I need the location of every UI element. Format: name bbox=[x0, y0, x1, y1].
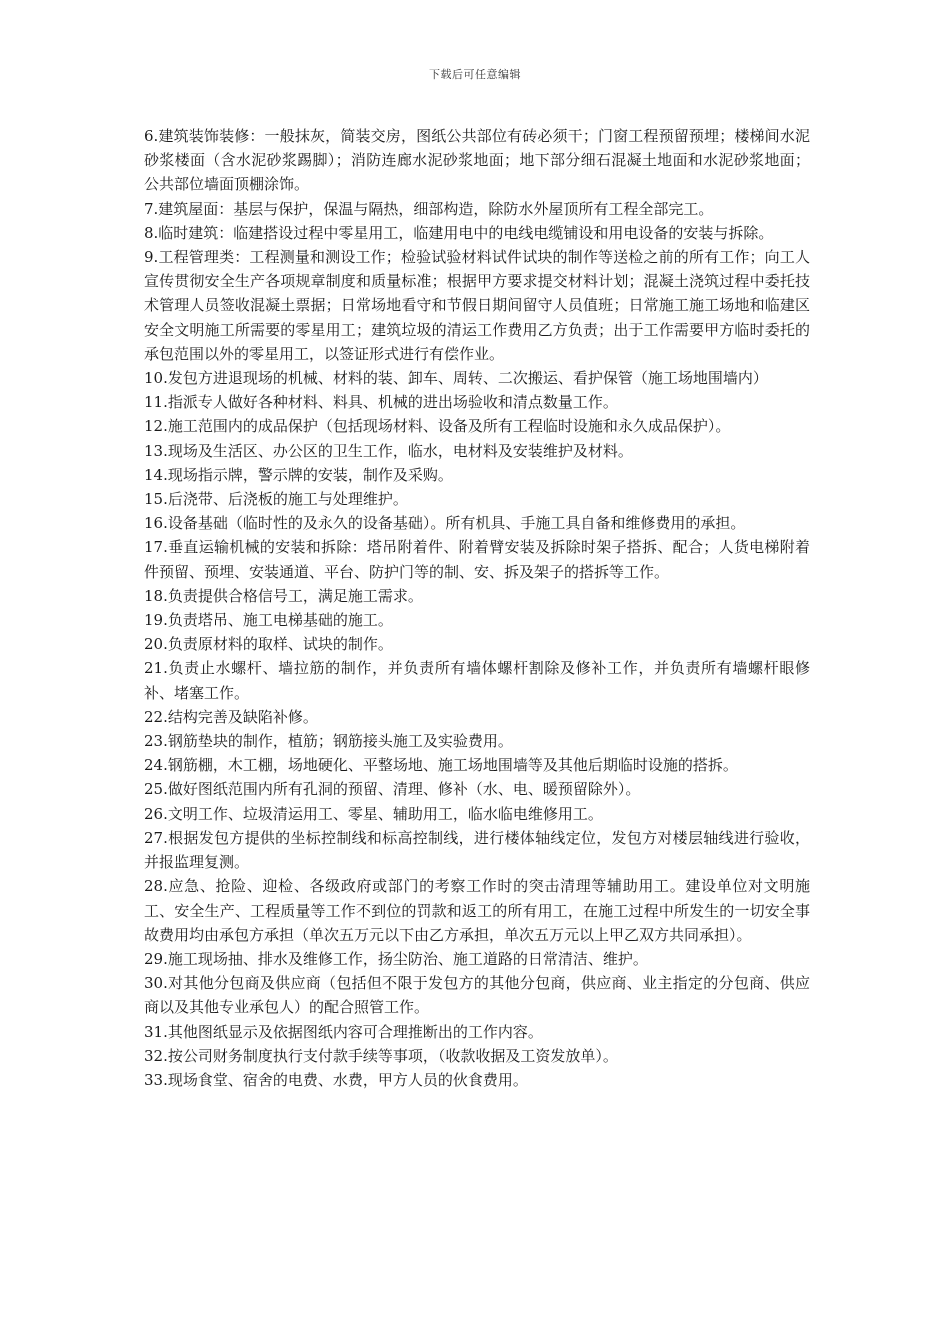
paragraph-16: 16.设备基础（临时性的及永久的设备基础）。所有机具、手施工具自备和维修费用的承担。 bbox=[144, 514, 746, 533]
paragraph-15: 15.后浇带、后浇板的施工与处理维护。 bbox=[144, 490, 408, 509]
paragraph-9: 9.工程管理类：工程测量和测设工作；检验试验材料试件试块的制作等送检之前的所有工作；向工人宣传贯彻安全生产各项规章制度和质量标准；根据甲方要求提交材料计划；混凝土浇筑过程中委托技术管理人员签收混凝土票据；日常场地看守和节假日期间留守人员值班；日常施工施工场地和临建区安全文明施工所需要的零星用工；建筑垃圾的清运工作费用乙方负责；出于工作需要甲方临时委托的承包范围以外的零星用工，以签证形式进行有偿作业。 bbox=[144, 248, 810, 363]
paragraph-10: 10.发包方进退现场的机械、材料的装、卸车、周转、二次搬运、看护保管（施工场地围墙内） bbox=[144, 369, 768, 388]
paragraph-24: 24.钢筋棚，木工棚，场地硬化、平整场地、施工场地围墙等及其他后期临时设施的搭拆。 bbox=[144, 756, 738, 775]
paragraph-20: 20.负责原材料的取样、试块的制作。 bbox=[144, 635, 393, 654]
paragraph-30: 30.对其他分包商及供应商（包括但不限于发包方的其他分包商，供应商、业主指定的分包商、供应商以及其他专业承包人）的配合照管工作。 bbox=[144, 974, 810, 1017]
paragraph-18: 18.负责提供合格信号工，满足施工需求。 bbox=[144, 586, 423, 605]
paragraph-32: 32.按公司财务制度执行支付款手续等事项，（收款收据及工资发放单）。 bbox=[144, 1046, 618, 1065]
paragraph-28: 28.应急、抢险、迎检、各级政府或部门的考察工作时的突击清理等辅助用工。建设单位对文明施工、安全生产、工程质量等工作不到位的罚款和返工的所有用工，在施工过程中所发生的一切安全事故费用均由承包方承担（单次五万元以下由乙方承担，单次五万元以上甲乙双方共同承担）。 bbox=[144, 877, 810, 944]
paragraph-8: 8.临时建筑：临建搭设过程中零星用工，临建用电中的电线电缆铺设和用电设备的安装与拆除。 bbox=[144, 223, 774, 242]
paragraph-23: 23.钢筋垫块的制作，植筋；钢筋接头施工及实验费用。 bbox=[144, 732, 513, 751]
paragraph-14: 14.现场指示牌，警示牌的安装，制作及采购。 bbox=[144, 465, 453, 484]
paragraph-25: 25.做好图纸范围内所有孔洞的预留、清理、修补（水、电、暖预留除外）。 bbox=[144, 780, 641, 799]
paragraph-13: 13.现场及生活区、办公区的卫生工作，临水，电材料及安装维护及材料。 bbox=[144, 441, 633, 460]
paragraph-29: 29.施工现场抽、排水及维修工作，扬尘防治、施工道路的日常清洁、维护。 bbox=[144, 949, 648, 968]
paragraph-6: 6.建筑装饰装修：一般抹灰，简装交房，图纸公共部位有砖必须干；门窗工程预留预埋；楼梯间水泥砂浆楼面（含水泥砂浆踢脚）；消防连廊水泥砂浆地面；地下部分细石混凝土地面和水泥砂浆地面；公共部位墙面顶棚涂饰。 bbox=[144, 127, 810, 194]
paragraph-26: 26.文明工作、垃圾清运用工、零星、辅助用工，临水临电维修用工。 bbox=[144, 804, 603, 823]
paragraph-17: 17.垂直运输机械的安装和拆除：塔吊附着件、附着臂安装及拆除时架子搭拆、配合；人货电梯附着件预留、预埋、安装通道、平台、防护门等的制、安、拆及架子的搭拆等工作。 bbox=[144, 538, 810, 581]
paragraph-33: 33.现场食堂、宿舍的电费、水费，甲方人员的伙食费用。 bbox=[144, 1070, 528, 1089]
paragraph-27: 27.根据发包方提供的坐标控制线和标高控制线，进行楼体轴线定位，发包方对楼层轴线进行验收，并报监理复测。 bbox=[144, 828, 810, 872]
paragraph-19: 19.负责塔吊、施工电梯基础的施工。 bbox=[144, 611, 393, 630]
paragraph-12: 12.施工范围内的成品保护（包括现场材料、设备及所有工程临时设施和永久成品保护）。 bbox=[144, 417, 731, 436]
document-body bbox=[144, 124, 810, 1092]
paragraph-21: 21.负责止水螺杆、墙拉筋的制作，并负责所有墙体螺杆割除及修补工作，并负责所有墙螺杆眼修补、堵塞工作。 bbox=[144, 659, 810, 702]
paragraph-31: 31.其他图纸显示及依据图纸内容可合理推断出的工作内容。 bbox=[144, 1022, 543, 1041]
paragraph-7: 7.建筑屋面：基层与保护，保温与隔热，细部构造，除防水外屋顶所有工程全部完工。 bbox=[144, 199, 714, 218]
paragraph-22: 22.结构完善及缺陷补修。 bbox=[144, 707, 318, 726]
page-header: 下载后可任意编辑 bbox=[429, 68, 521, 81]
paragraph-11: 11.指派专人做好各种材料、料具、机械的进出场验收和清点数量工作。 bbox=[144, 393, 618, 412]
